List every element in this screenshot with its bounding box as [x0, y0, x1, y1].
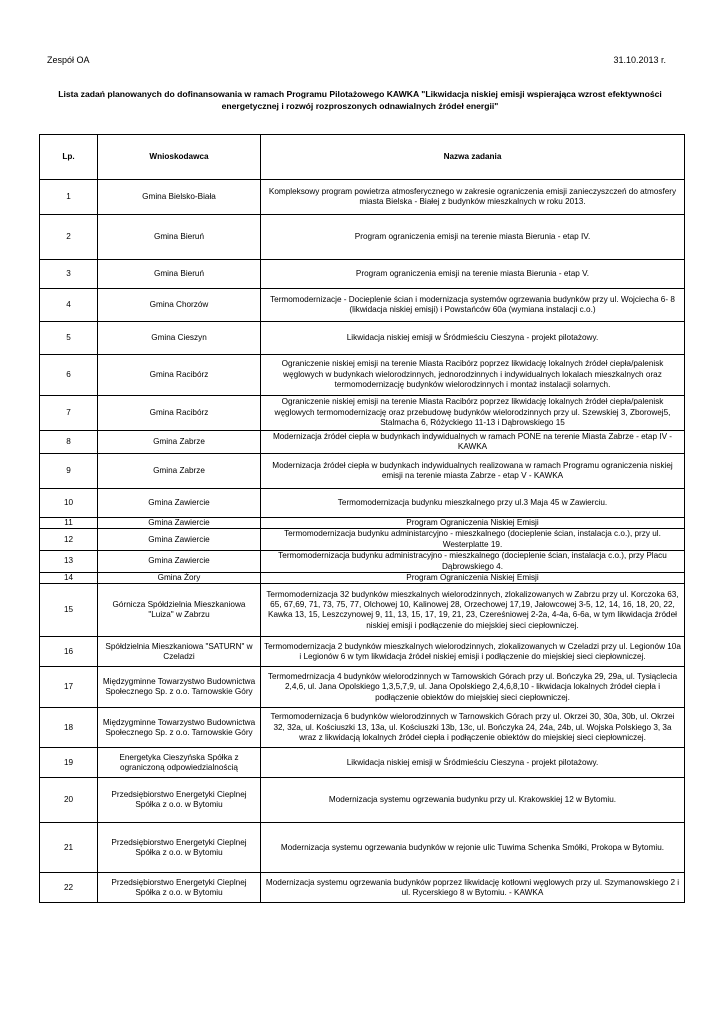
row-number: 2	[40, 215, 98, 260]
row-number: 21	[40, 823, 98, 873]
applicant-cell: Gmina Zawiercie	[98, 551, 261, 573]
row-number: 11	[40, 518, 98, 529]
document-title: Lista zadań planowanych do dofinansowania w ramach Programu Pilotażowego KAWKA "Likwidacja niskiej emisji wspierająca wzrost efektywności energetycznej i rozwój rozproszonych odnawialnych źródeł energii"	[58, 89, 662, 111]
task-name-cell: Ograniczenie niskiej emisji na terenie Miasta Racibórz poprzez likwidację lokalnych źródeł ciepła/palenisk węglowych w budynkach wielorodzinnych, jednorodzinnych i indywidualnych lokalach mieszkalnych oraz termomodernizację budynków wielorodzinnych i montaż instalacji solarnych.	[261, 355, 685, 396]
applicant-cell: Międzygminne Towarzystwo Budownictwa Społecznego Sp. z o.o. Tarnowskie Góry	[98, 667, 261, 708]
task-name-cell: Modernizacja systemu ogrzewania budynku przy ul. Krakowskiej 12 w Bytomiu.	[261, 778, 685, 823]
applicant-cell: Gmina Zawiercie	[98, 489, 261, 518]
row-number: 16	[40, 637, 98, 667]
applicant-cell: Gmina Chorzów	[98, 289, 261, 322]
applicant-cell: Gmina Zawiercie	[98, 529, 261, 551]
task-name-cell: Program ograniczenia emisji na terenie miasta Bierunia - etap V.	[261, 260, 685, 289]
table-row	[40, 260, 685, 289]
column-header-lp: Lp.	[40, 135, 98, 180]
task-name-cell: Likwidacja niskiej emisji w Śródmieściu Cieszyna - projekt pilotażowy.	[261, 748, 685, 778]
tasks-table	[39, 134, 685, 903]
row-number: 22	[40, 873, 98, 903]
row-number: 5	[40, 322, 98, 355]
column-header-applicant: Wnioskodawca	[98, 135, 261, 180]
task-name-cell: Likwidacja niskiej emisji w Śródmieściu Cieszyna - projekt pilotażowy.	[261, 322, 685, 355]
column-header-task: Nazwa zadania	[261, 135, 685, 180]
table-row	[40, 823, 685, 873]
applicant-cell: Przedsiębiorstwo Energetyki Cieplnej Spółka z o.o. w Bytomiu	[98, 823, 261, 873]
task-name-cell: Modernizacja źródeł ciepła w budynkach indywidualnych w ramach PONE na terenie Miasta Zabrze - etap IV - KAWKA	[261, 431, 685, 454]
table-row	[40, 667, 685, 708]
row-number: 13	[40, 551, 98, 573]
applicant-cell: Gmina Racibórz	[98, 355, 261, 396]
applicant-cell: Górnicza Spółdzielnia Mieszkaniowa "Luiza" w Zabrzu	[98, 584, 261, 637]
task-name-cell: Termomodernizacja budynku mieszkalnego przy ul.3 Maja 45 w Zawierciu.	[261, 489, 685, 518]
task-name-cell: Modernizacja źródeł ciepła w budynkach indywidualnych realizowana w ramach Programu ograniczenia niskiej emisji na terenie miasta Zabrze - etap V - KAWKA	[261, 454, 685, 489]
table-row	[40, 551, 685, 573]
table-row	[40, 355, 685, 396]
task-name-cell: Program Ograniczenia Niskiej Emisji	[261, 518, 685, 529]
applicant-cell: Przedsiębiorstwo Energetyki Cieplnej Spółka z o.o. w Bytomiu	[98, 873, 261, 903]
row-number: 3	[40, 260, 98, 289]
table-row	[40, 322, 685, 355]
applicant-cell: Gmina Cieszyn	[98, 322, 261, 355]
table-row	[40, 873, 685, 903]
applicant-cell: Gmina Racibórz	[98, 396, 261, 431]
table-row	[40, 708, 685, 748]
table-row	[40, 529, 685, 551]
row-number: 7	[40, 396, 98, 431]
table-header-row	[40, 135, 685, 180]
task-name-cell: Termomodernizacje - Docieplenie ścian i modernizacja systemów ogrzewania budynków przy ul. Wojciecha 6- 8 (likwidacja niskiej emisji) i Powstańców 60a (wymiana instalacji c.o.)	[261, 289, 685, 322]
task-name-cell: Kompleksowy program powietrza atmosferycznego w zakresie ograniczenia emisji zanieczyszczeń do atmosfery miasta Bielska - Białej z budynków mieszkalnych w roku 2013.	[261, 180, 685, 215]
task-name-cell: Ograniczenie niskiej emisji na terenie Miasta Racibórz poprzez likwidację lokalnych źródeł ciepła/palenisk węglowych termomodernizację oraz przebudowę budynków wielorodzinnych przy ul. Szewskiej 3, Zborowej5, Stalmacha 6, Różyckiego 11-13 i Dąbrowskiego 15	[261, 396, 685, 431]
row-number: 10	[40, 489, 98, 518]
task-name-cell: Termomodernizacja 2 budynków mieszkalnych wielorodzinnych, zlokalizowanych w Czeladzi przy ul. Legionów 10a i Legionów 6 w tym likwidacja źródeł niskiej emisji i podłączenie do miejskiej sieci ciepłowniczej.	[261, 637, 685, 667]
task-name-cell: Termomodernizacja budynku administracyjno - mieszkalnego (docieplenie ścian, instalacja c.o.), przy Placu Dąbrowskiego 4.	[261, 551, 685, 573]
table-row	[40, 778, 685, 823]
row-number: 1	[40, 180, 98, 215]
row-number: 4	[40, 289, 98, 322]
table-row	[40, 518, 685, 529]
table-row	[40, 637, 685, 667]
task-name-cell: Termomodernizacja budynku administarcyjno - mieszkalnego (docieplenie ścian, instalacja c.o.), przy ul. Westerplatte 19.	[261, 529, 685, 551]
row-number: 14	[40, 573, 98, 584]
applicant-cell: Gmina Zawiercie	[98, 518, 261, 529]
task-name-cell: Modernizacja systemu ogrzewania budynków poprzez likwidację kotłowni węglowych przy ul. Szymanowskiego 2 i ul. Rycerskiego 8 w Bytomiu. - KAWKA	[261, 873, 685, 903]
row-number: 9	[40, 454, 98, 489]
task-name-cell: Termomodernizacja 6 budynków wielorodzinnych w Tarnowskich Górach przy ul. Okrzei 30, 30a, 30b, ul. Okrzei 32, 32a, ul. Kościuszki 13, 13a, ul. Kościuszki 13b, 13c, ul. Bończyka 24, 24a, 24b, ul. Wojska Polskiego 3, 3a wraz z likwidacją lokalnych źródeł ciepła i podłączenie obiektów do miejskiej sieci ciepłowniczej.	[261, 708, 685, 748]
task-name-cell: Termomedrnizacja 4 budynków wielorodzinnych w Tarnowskich Górach przy ul. Bończyka 29, 29a, ul. Tysiąclecia 2,4,6, ul. Jana Opolskiego 1,3,5,7,9, ul. Jana Opolskiego 2,4,6,8,10 - likwidacja lokalnych źródeł ciepła i podłączenie obiektów do miejskiej sieci ciepłowniczej.	[261, 667, 685, 708]
table-row	[40, 289, 685, 322]
row-number: 8	[40, 431, 98, 454]
task-name-cell: Termomodernizacja 32 budynków mieszkalnych wielorodzinnych, zlokalizowanych w Zabrzu przy ul. Korczoka 63, 65, 67,69, 71, 73, 75, 77, Olchowej 10, Kalinowej 28, Orzechowej 17,19, Jałowcowej 3-5, 12, 14, 16, 18, 20, 22, Kawka 13, 15, Leszczynowej 9, 11, 13, 15, 17, 19, 21, 23, Czereśniowej 2-2a, 4-4a, 6-6a, w tym likwidacja źródeł niskiej emisji i podłączenie do miejskiej sieci ciepłowniczej.	[261, 584, 685, 637]
task-name-cell: Program Ograniczenia Niskiej Emisji	[261, 573, 685, 584]
applicant-cell: Przedsiębiorstwo Energetyki Cieplnej Spółka z o.o. w Bytomiu	[98, 778, 261, 823]
applicant-cell: Gmina Żory	[98, 573, 261, 584]
document-date: 31.10.2013 r.	[613, 55, 666, 65]
row-number: 17	[40, 667, 98, 708]
applicant-cell: Gmina Bieruń	[98, 260, 261, 289]
applicant-cell: Spółdzielnia Mieszkaniowa "SATURN" w Czeladzi	[98, 637, 261, 667]
applicant-cell: Gmina Zabrze	[98, 454, 261, 489]
applicant-cell: Gmina Bieruń	[98, 215, 261, 260]
table-row	[40, 215, 685, 260]
task-name-cell: Modernizacja systemu ogrzewania budynków w rejonie ulic Tuwima Schenka Smółki, Prokopa w Bytomiu.	[261, 823, 685, 873]
applicant-cell: Energetyka Cieszyńska Spółka z ograniczoną odpowiedzialnością	[98, 748, 261, 778]
applicant-cell: Międzygminne Towarzystwo Budownictwa Społecznego Sp. z o.o. Tarnowskie Góry	[98, 708, 261, 748]
table-row	[40, 431, 685, 454]
table-row	[40, 454, 685, 489]
row-number: 18	[40, 708, 98, 748]
applicant-cell: Gmina Bielsko-Biała	[98, 180, 261, 215]
applicant-cell: Gmina Zabrze	[98, 431, 261, 454]
row-number: 15	[40, 584, 98, 637]
table-row	[40, 489, 685, 518]
table-row	[40, 180, 685, 215]
row-number: 6	[40, 355, 98, 396]
row-number: 20	[40, 778, 98, 823]
table-row	[40, 584, 685, 637]
table-row	[40, 748, 685, 778]
row-number: 12	[40, 529, 98, 551]
row-number: 19	[40, 748, 98, 778]
table-row	[40, 573, 685, 584]
team-label: Zespół OA	[47, 55, 90, 65]
task-name-cell: Program ograniczenia emisji na terenie miasta Bierunia - etap IV.	[261, 215, 685, 260]
table-row	[40, 396, 685, 431]
